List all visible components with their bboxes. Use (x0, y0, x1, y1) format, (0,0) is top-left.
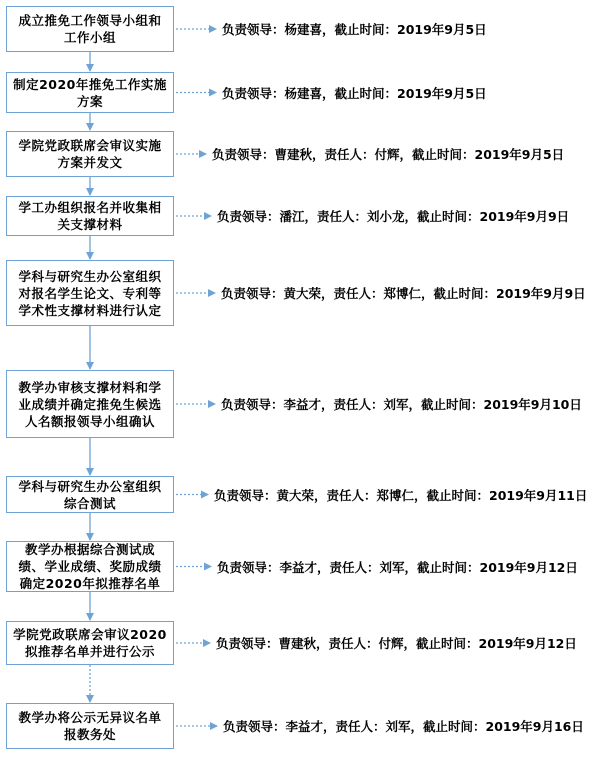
step-box: 教学办将公示无异议名单 报教务处 (6, 703, 174, 749)
step-box: 教学办根据综合测试成 绩、学业成绩、奖励成绩 确定2020年拟推荐名单 (6, 541, 174, 592)
step-note: 负责领导：曹建秋，责任人：付辉，截止时间：2019年9月5日 (212, 147, 565, 162)
step-note: 负责领导：李益才，责任人：刘军，截止时间：2019年9月10日 (221, 397, 582, 412)
step-box: 学院党政联席会审议实施 方案并发文 (6, 131, 174, 177)
step-note: 负责领导：曹建秋，责任人：付辉，截止时间：2019年9月12日 (216, 636, 577, 651)
step-note: 负责领导：黄大荣，责任人：郑博仁，截止时间：2019年9月11日 (214, 487, 588, 503)
step-note: 负责领导：杨建喜，截止时间：2019年9月5日 (222, 22, 487, 37)
step-box: 学科与研究生办公室组织 综合测试 (6, 476, 174, 513)
step-box: 学科与研究生办公室组织 对报名学生论文、专利等 学术性支撑材料进行认定 (6, 260, 174, 326)
step-note: 负责领导：杨建喜，截止时间：2019年9月5日 (222, 85, 487, 101)
step-note: 负责领导：黄大荣，责任人：郑博仁，截止时间：2019年9月9日 (221, 286, 586, 301)
step-note: 负责领导：李益才，责任人：刘军，截止时间：2019年9月16日 (223, 719, 584, 734)
step-box: 制定2020年推免工作实施 方案 (6, 72, 174, 113)
step-box: 学工办组织报名并收集相 关支撑材料 (6, 196, 174, 236)
step-note: 负责领导：潘江，责任人：刘小龙，截止时间：2019年9月9日 (217, 209, 570, 224)
step-note: 负责领导：李益才，责任人：刘军，截止时间：2019年9月12日 (217, 559, 578, 575)
step-box: 成立推免工作领导小组和 工作小组 (6, 6, 174, 52)
step-box: 学院党政联席会审议2020 拟推荐名单并进行公示 (6, 621, 174, 665)
step-box: 教学办审核支撑材料和学 业成绩并确定推免生候选 人名额报领导小组确认 (6, 370, 174, 438)
